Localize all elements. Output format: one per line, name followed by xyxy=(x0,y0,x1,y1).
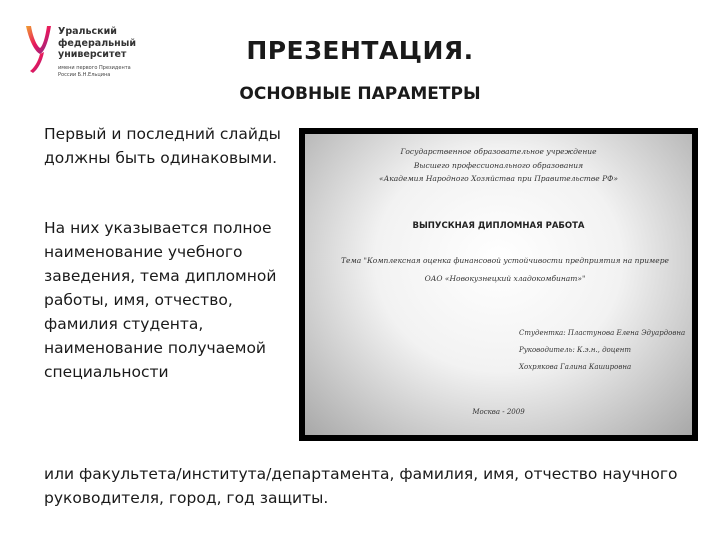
slide-supervisor: Руководитель: К.э.н., доцент xyxy=(519,346,632,354)
slide-thesis-title: ВЫПУСКНАЯ ДИПЛОМНАЯ РАБОТА xyxy=(412,221,585,231)
logo-subtitle xyxy=(58,65,131,78)
logo-line-3: университет xyxy=(58,49,127,60)
paragraph-first-last-slides: Первый и последний слайды должны быть одинаковыми. xyxy=(44,125,281,167)
sample-title-slide xyxy=(299,128,698,441)
slide-education-level: Высшего профессионального образования xyxy=(413,161,584,170)
logo-line-1: Уральский xyxy=(58,26,117,37)
slide-academy-name: «Академия Народного Хозяйства при Правительстве РФ» xyxy=(379,174,618,183)
paragraph-slide-contents: На них указывается полное наименование учебного заведения, тема дипломной работы, имя, отчество, фамилия студента, наименование получаемой специальности xyxy=(44,219,277,381)
logo-sub-line-2: России Б.Н.Ельцина xyxy=(58,71,111,78)
slide-student: Студентка: Пластунова Елена Эдуардовна xyxy=(519,329,686,337)
slide-thesis-topic: Тема "Комплексная оценка финансовой устойчивости предприятия на примере ОАО «Новокузнецкий хладокомбинат»" xyxy=(341,256,669,283)
logo-line-2: федеральный xyxy=(58,37,136,49)
page-title: ПРЕЗЕНТАЦИЯ. xyxy=(246,36,474,65)
page-subtitle: ОСНОВНЫЕ ПАРАМЕТРЫ xyxy=(239,84,481,104)
slide-city-year: Москва - 2009 xyxy=(472,408,525,416)
slide-supervisor-name: Хохрякова Галина Кашировна xyxy=(519,363,632,371)
paragraph-continuation: или факультета/института/департамента, фамилия, имя, отчество научного руководителя, город, год защиты. xyxy=(44,465,678,507)
slide-institution-type: Государственное образовательное учреждение xyxy=(400,147,597,156)
logo-sub-line-1: имени первого Президента xyxy=(58,65,131,71)
sample-slide-canvas xyxy=(305,134,692,435)
